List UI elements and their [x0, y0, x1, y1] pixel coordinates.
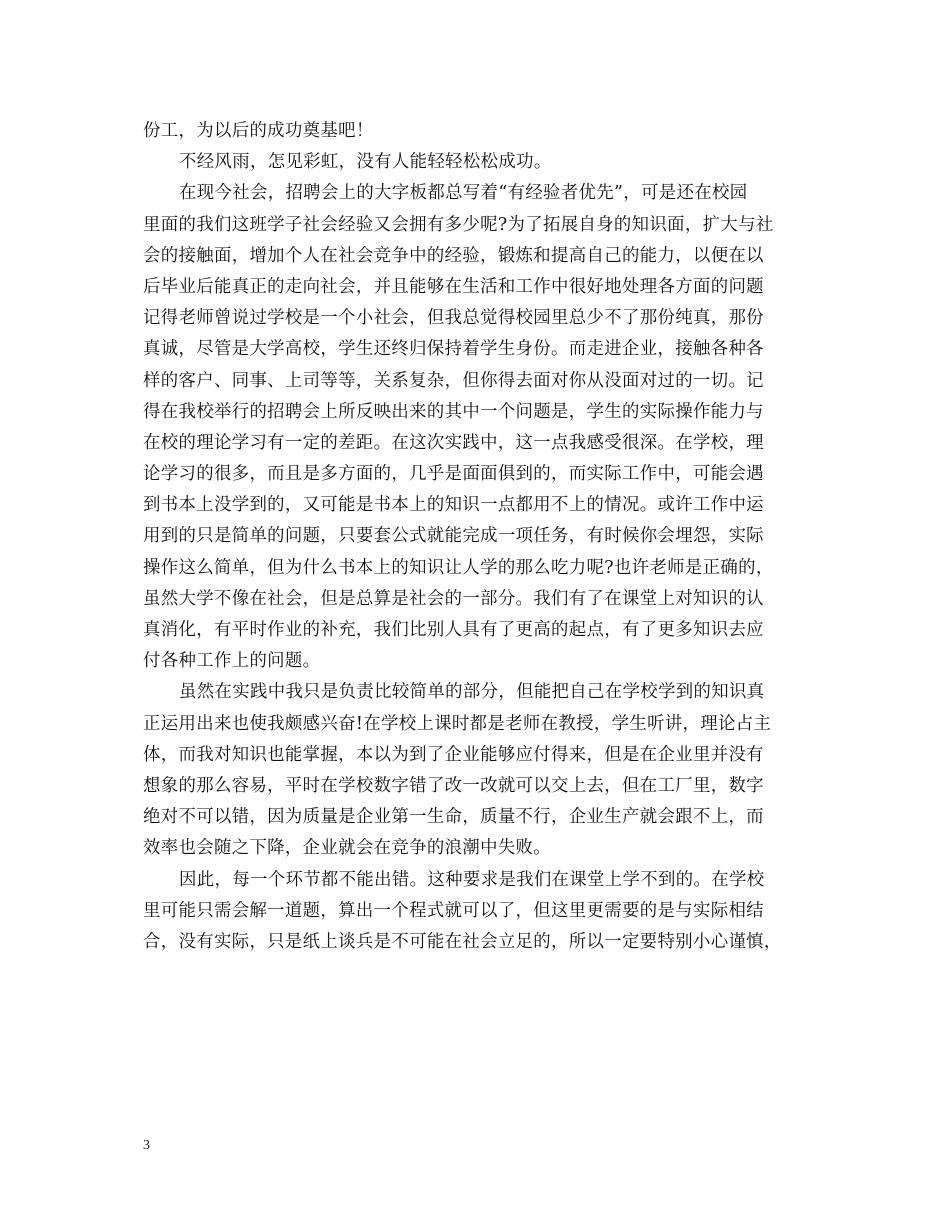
text-line: 到书本上没学到的，又可能是书本上的知识一点都用不上的情况。或许工作中运	[143, 495, 764, 516]
paragraph-start-line: 在现今社会，招聘会上的大字板都总写着“有经验者优先”，可是还在校园	[179, 183, 748, 204]
text-line: 付各种工作上的问题。	[143, 651, 321, 672]
text-line: 在校的理论学习有一定的差距。在这次实践中，这一点我感受很深。在学校，理	[143, 432, 764, 453]
paragraph-start-line: 因此，每一个环节都不能出错。这种要求是我们在课堂上学不到的。在学校	[179, 869, 765, 890]
paragraph-start-line: 不经风雨，怎见彩虹，没有人能轻轻松松成功。	[179, 152, 552, 173]
text-line: 后毕业后能真正的走向社会，并且能够在生活和工作中很好地处理各方面的问题	[143, 276, 764, 297]
text-line: 想象的那么容易，平时在学校数字错了改一改就可以交上去，但在工厂里，数字	[143, 775, 764, 796]
text-line: 得在我校举行的招聘会上所反映出来的其中一个问题是，学生的实际操作能力与	[143, 401, 764, 422]
text-line: 里可能只需会解一道题，算出一个程式就可以了，但这里更需要的是与实际相结	[143, 900, 764, 921]
text-line: 体，而我对知识也能掌握，本以为到了企业能够应付得来，但是在企业里并没有	[143, 744, 764, 765]
text-line: 真消化，有平时作业的补充，我们比别人具有了更高的起点，有了更多知识去应	[143, 620, 764, 640]
text-line: 份工，为以后的成功奠基吧！	[143, 121, 374, 141]
text-line: 绝对不可以错，因为质量是企业第一生命，质量不行，企业生产就会跟不上，而	[143, 807, 764, 828]
text-line: 记得老师曾说过学校是一个小社会，但我总觉得校园里总少不了那份纯真，那份	[143, 308, 764, 329]
text-line: 论学习的很多，而且是多方面的，几乎是面面俱到的，而实际工作中，可能会遇	[143, 464, 764, 485]
text-line: 正运用出来也使我颇感兴奋!在学校上课时都是老师在教授，学生听讲，理论占主	[143, 713, 772, 734]
text-line: 用到的只是简单的问题，只要套公式就能完成一项任务，有时候你会埋怨，实际	[143, 526, 764, 547]
text-line: 样的客户、同事、上司等等，关系复杂，但你得去面对你从没面对过的一切。记	[143, 370, 764, 391]
text-line: 虽然大学不像在社会，但是总算是社会的一部分。我们有了在课堂上对知识的认	[143, 588, 764, 609]
document-body	[143, 116, 809, 958]
text-line: 里面的我们这班学子社会经验又会拥有多少呢?为了拓展自身的知识面，扩大与社	[143, 214, 774, 235]
text-line: 效率也会随之下降，企业就会在竞争的浪潮中失败。	[143, 838, 552, 859]
page-number: 3	[143, 1138, 150, 1153]
text-line: 会的接触面，增加个人在社会竞争中的经验，锻炼和提高自己的能力，以便在以	[143, 245, 764, 266]
text-line: 操作这么简单，但为什么书本上的知识让人学的那么吃力呢?也许老师是正确的，	[143, 557, 774, 578]
text-line: 合，没有实际，只是纸上谈兵是不可能在社会立足的，所以一定要特别小心谨慎，	[143, 931, 782, 952]
text-line: 真诚，尽管是大学高校，学生还终归保持着学生身份。而走进企业，接触各种各	[143, 339, 764, 360]
paragraph-start-line: 虽然在实践中我只是负责比较简单的部分，但能把自己在学校学到的知识真	[179, 682, 765, 703]
